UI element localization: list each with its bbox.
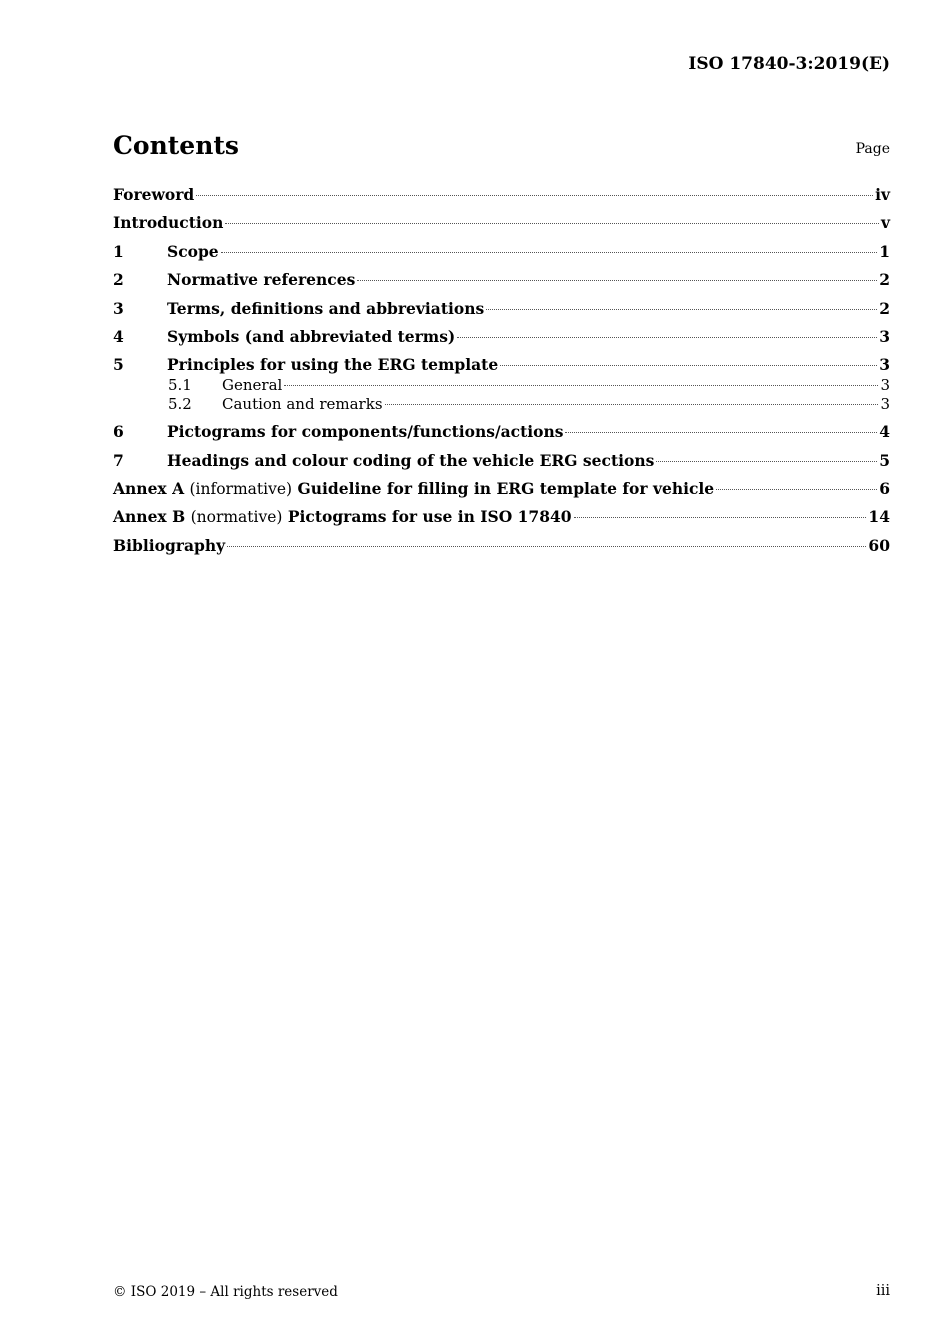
dot-leader — [656, 461, 877, 462]
toc-entry-page: v — [880, 213, 890, 232]
toc-entry-label — [113, 507, 572, 526]
toc-entry-page: 3 — [880, 395, 890, 413]
toc-entry-number: 5.2 — [168, 395, 192, 413]
toc-entry-label: Caution and remarks — [222, 395, 383, 413]
toc-entry-label: Normative references — [167, 270, 356, 289]
annex-prefix: Annex A — [113, 479, 185, 498]
dot-leader — [385, 404, 879, 405]
toc-entry-annex-a[interactable] — [113, 479, 890, 498]
toc-entry-symbols[interactable] — [113, 327, 890, 346]
toc-entry-annex-b[interactable] — [113, 507, 890, 526]
contents-title: Contents — [113, 131, 240, 160]
document-id: ISO 17840-3:2019(E) — [688, 54, 890, 74]
page-column-label: Page — [855, 141, 890, 157]
toc-entry-number: 3 — [113, 299, 124, 318]
toc-entry-bibliography[interactable] — [113, 536, 890, 555]
toc-entry-label: Terms, definitions and abbreviations — [167, 299, 485, 318]
toc-entry-number: 5.1 — [168, 376, 192, 394]
toc-entry-number: 2 — [113, 270, 124, 289]
dot-leader — [357, 280, 877, 281]
toc-entry-number: 1 — [113, 242, 124, 261]
toc-entry-scope[interactable] — [113, 242, 890, 261]
dot-leader — [716, 489, 877, 490]
toc-entry-introduction[interactable] — [113, 213, 890, 232]
copyright-notice: © ISO 2019 – All rights reserved — [113, 1284, 338, 1300]
toc-entry-label — [113, 479, 714, 498]
dot-leader — [457, 337, 877, 338]
toc-entry-pictograms[interactable] — [113, 422, 890, 441]
dot-leader — [500, 365, 877, 366]
toc-entry-principles[interactable] — [113, 355, 890, 374]
dot-leader — [284, 385, 878, 386]
toc-entry-page: 3 — [879, 327, 890, 346]
toc-entry-label: Bibliography — [113, 536, 226, 555]
toc-entry-page: 4 — [879, 422, 890, 441]
dot-leader — [221, 252, 878, 253]
dot-leader — [486, 309, 877, 310]
toc-entry-page: 2 — [879, 299, 890, 318]
toc-entry-label: General — [222, 376, 283, 394]
toc-entry-normative-references[interactable] — [113, 270, 890, 289]
annex-note: (normative) — [190, 508, 283, 526]
dot-leader — [225, 223, 879, 224]
dot-leader — [196, 195, 873, 196]
toc-entry-label: Pictograms for components/functions/actions — [167, 422, 564, 441]
toc-entry-page: 5 — [879, 451, 890, 470]
toc-entry-label: Foreword — [113, 185, 195, 204]
toc-entry-page: iv — [875, 185, 890, 204]
toc-entry-label: Scope — [167, 242, 219, 261]
toc-entry-headings-colour-coding[interactable] — [113, 451, 890, 470]
toc-entry-page: 14 — [868, 507, 890, 526]
page-number: iii — [876, 1283, 890, 1299]
toc-entry-number: 5 — [113, 355, 124, 374]
toc-entry-label: Headings and colour coding of the vehicle ERG sections — [167, 451, 655, 470]
toc-entry-page: 60 — [868, 536, 890, 555]
annex-note: (informative) — [189, 480, 293, 498]
toc-entry-label: Introduction — [113, 213, 224, 232]
toc-entry-label: Principles for using the ERG template — [167, 355, 499, 374]
toc-entry-page: 3 — [880, 376, 890, 394]
dot-leader — [565, 432, 877, 433]
toc-entry-number: 7 — [113, 451, 124, 470]
toc-entry-number: 4 — [113, 327, 124, 346]
toc-entry-terms-definitions[interactable] — [113, 299, 890, 318]
toc-entry-page: 6 — [879, 479, 890, 498]
dot-leader — [227, 546, 866, 547]
toc-entry-number: 6 — [113, 422, 124, 441]
toc-entry-page: 1 — [879, 242, 890, 261]
toc-entry-general[interactable] — [168, 376, 890, 394]
annex-title: Guideline for filling in ERG template for vehicle — [297, 479, 715, 498]
dot-leader — [574, 517, 867, 518]
annex-prefix: Annex B — [113, 507, 186, 526]
toc-entry-caution-remarks[interactable] — [168, 395, 890, 413]
toc-entry-page: 2 — [879, 270, 890, 289]
toc-entry-label: Symbols (and abbreviated terms) — [167, 327, 456, 346]
toc-entry-foreword[interactable] — [113, 185, 890, 204]
toc-entry-page: 3 — [879, 355, 890, 374]
annex-title: Pictograms for use in ISO 17840 — [287, 507, 572, 526]
